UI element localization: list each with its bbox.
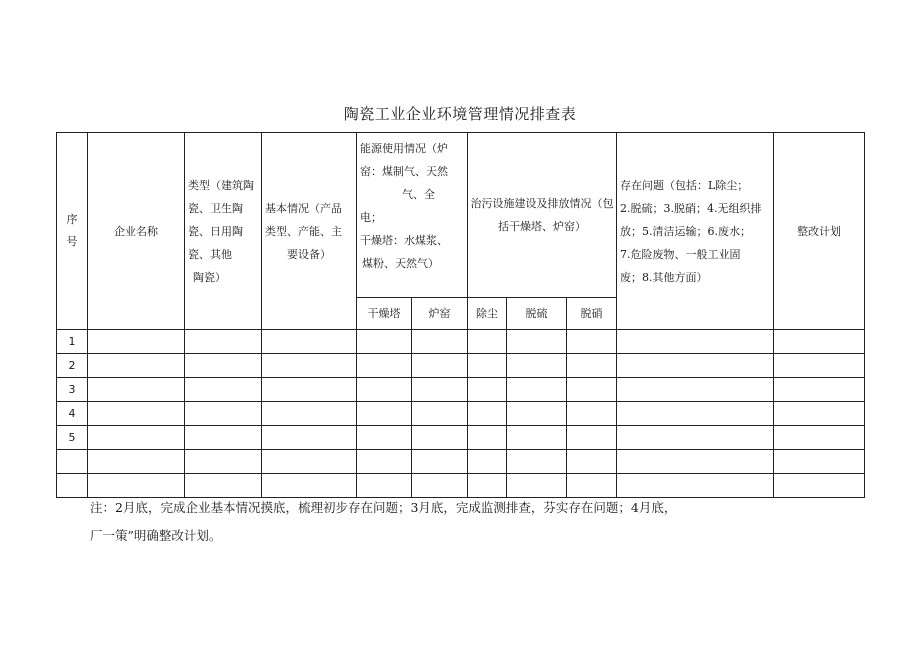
row-number-cell: 1 (57, 330, 88, 354)
table-cell[interactable] (617, 450, 774, 474)
table-cell[interactable] (468, 450, 507, 474)
table-cell[interactable] (567, 354, 617, 378)
header-energy-line: 干燥塔：水煤浆、 (360, 234, 448, 247)
table-row (57, 378, 865, 402)
table-cell[interactable] (357, 426, 412, 450)
table-cell[interactable] (507, 426, 567, 450)
header-energy-line: 煤粉、天然气） (362, 257, 439, 270)
header-pollution-line: 括干燥塔、炉窑） (498, 220, 586, 233)
table-cell[interactable] (357, 450, 412, 474)
header-basic-line: 基本情况（产品 (265, 201, 342, 215)
table-cell[interactable] (412, 450, 468, 474)
table-cell[interactable] (468, 354, 507, 378)
subheader-desulfurization: 脱硫 (507, 298, 567, 330)
table-cell[interactable] (774, 402, 865, 426)
table-cell[interactable] (88, 330, 185, 354)
header-pollution-control (468, 133, 617, 298)
table-row (57, 474, 865, 498)
table-cell[interactable] (774, 426, 865, 450)
table-cell[interactable] (185, 330, 262, 354)
table-cell[interactable] (507, 378, 567, 402)
row-number-cell: 3 (57, 378, 88, 402)
header-type-line: 瓷、卫生陶 (188, 201, 243, 215)
table-cell[interactable] (617, 474, 774, 498)
table-cell[interactable] (262, 402, 357, 426)
table-cell[interactable] (617, 402, 774, 426)
header-seq-label: 序号 (66, 213, 78, 248)
table-cell[interactable] (185, 450, 262, 474)
table-cell[interactable] (617, 426, 774, 450)
table-cell[interactable] (357, 402, 412, 426)
row-number-cell: 2 (57, 354, 88, 378)
table-cell[interactable] (507, 450, 567, 474)
table-cell[interactable] (262, 378, 357, 402)
header-existing-issues (617, 133, 774, 330)
header-energy-line: 能源使用情况（炉 (360, 142, 448, 155)
table-cell[interactable] (567, 474, 617, 498)
table-cell[interactable] (774, 354, 865, 378)
page-title: 陶瓷工业企业环境管理情况排查表 (343, 105, 577, 123)
table-cell[interactable] (468, 402, 507, 426)
subheader-dryer: 干燥塔 (357, 298, 412, 330)
header-basic-line: 类型、产能、主 (265, 224, 342, 238)
table-cell[interactable] (357, 474, 412, 498)
header-issues-line: 7.危险废物、一般工业固 (620, 247, 741, 261)
table-cell[interactable] (412, 330, 468, 354)
table-cell[interactable] (774, 378, 865, 402)
header-rectification-plan (774, 133, 865, 330)
table-cell[interactable] (567, 450, 617, 474)
header-seq (57, 133, 88, 330)
header-issues-line: 放；5.清洁运输；6.废水； (620, 224, 751, 238)
table-cell[interactable] (567, 330, 617, 354)
header-type-line: 类型（建筑陶 (188, 178, 254, 192)
header-energy-line: 气、全 (402, 188, 435, 201)
header-type-line: 瓷、其他 (188, 247, 232, 261)
table-cell[interactable] (262, 474, 357, 498)
table-cell[interactable] (412, 426, 468, 450)
header-type (185, 133, 262, 330)
table-cell[interactable] (617, 330, 774, 354)
header-company-name (88, 133, 185, 330)
header-type-line: 瓷、日用陶 (188, 224, 243, 238)
header-issues-line: 2.脱硫；3.脱硝；4.无组织排 (620, 201, 762, 215)
table-cell[interactable] (262, 330, 357, 354)
table-cell[interactable] (617, 354, 774, 378)
table-cell[interactable] (567, 402, 617, 426)
table-cell[interactable] (262, 450, 357, 474)
subheader-denitrification: 脱硝 (567, 298, 617, 330)
table-row (57, 330, 865, 354)
table-cell[interactable] (412, 402, 468, 426)
row-number-cell: 5 (57, 426, 88, 450)
subheader-kiln: 炉窑 (412, 298, 468, 330)
table-row (57, 354, 865, 378)
table-cell[interactable] (507, 474, 567, 498)
table-cell[interactable] (412, 378, 468, 402)
table-cell[interactable] (357, 354, 412, 378)
table-cell[interactable] (88, 354, 185, 378)
table-cell[interactable] (507, 402, 567, 426)
header-energy-use (357, 133, 468, 298)
table-cell[interactable] (567, 426, 617, 450)
table-row (57, 402, 865, 426)
table-cell[interactable] (617, 378, 774, 402)
table-cell[interactable] (357, 330, 412, 354)
table-cell[interactable] (567, 378, 617, 402)
header-energy-line: 电； (360, 211, 382, 224)
header-basic-line: 要设备） (287, 247, 331, 261)
table-cell[interactable] (88, 378, 185, 402)
note-line-1: 注：2月底，完成企业基本情况摸底，梳理初步存在问题；3月底，完成监测排查，芬实存在问题；4月底， (90, 500, 677, 515)
row-number-cell (57, 450, 88, 474)
header-plan-label: 整改计划 (797, 224, 841, 238)
table-cell[interactable] (185, 474, 262, 498)
table-cell[interactable] (468, 378, 507, 402)
table-cell[interactable] (262, 426, 357, 450)
table-cell[interactable] (412, 354, 468, 378)
header-issues-line: 存在问题（包括：L除尘； (620, 178, 749, 192)
table-cell[interactable] (774, 330, 865, 354)
table-row (57, 450, 865, 474)
table-body (57, 330, 865, 498)
header-issues-line: 废；8.其他方面） (620, 270, 708, 284)
table-cell[interactable] (774, 474, 865, 498)
table-cell[interactable] (88, 474, 185, 498)
table-cell[interactable] (357, 378, 412, 402)
table-cell[interactable] (185, 378, 262, 402)
header-pollution-line: 治污设施建设及排放情况（包 (470, 197, 614, 210)
table-cell[interactable] (185, 354, 262, 378)
table-cell[interactable] (262, 354, 357, 378)
table-cell[interactable] (507, 330, 567, 354)
table-cell[interactable] (185, 402, 262, 426)
table-cell[interactable] (185, 426, 262, 450)
row-number-cell: 4 (57, 402, 88, 426)
table-cell[interactable] (507, 354, 567, 378)
header-basic-info (262, 133, 357, 330)
table-cell[interactable] (88, 402, 185, 426)
table-cell[interactable] (88, 450, 185, 474)
table-cell[interactable] (88, 426, 185, 450)
header-energy-line: 窑：煤制气、天然 (360, 165, 448, 178)
table-cell[interactable] (774, 450, 865, 474)
table-cell[interactable] (468, 426, 507, 450)
table-row (57, 426, 865, 450)
row-number-cell (57, 474, 88, 498)
table-cell[interactable] (468, 474, 507, 498)
table-cell[interactable] (412, 474, 468, 498)
inspection-table (56, 132, 865, 498)
note-line-2: 厂一策”明确整改计划。 (90, 528, 222, 543)
table-cell[interactable] (468, 330, 507, 354)
header-type-line: 陶瓷） (193, 270, 226, 284)
subheader-dust-removal: 除尘 (468, 298, 507, 330)
header-company-name-label: 企业名称 (114, 224, 158, 238)
